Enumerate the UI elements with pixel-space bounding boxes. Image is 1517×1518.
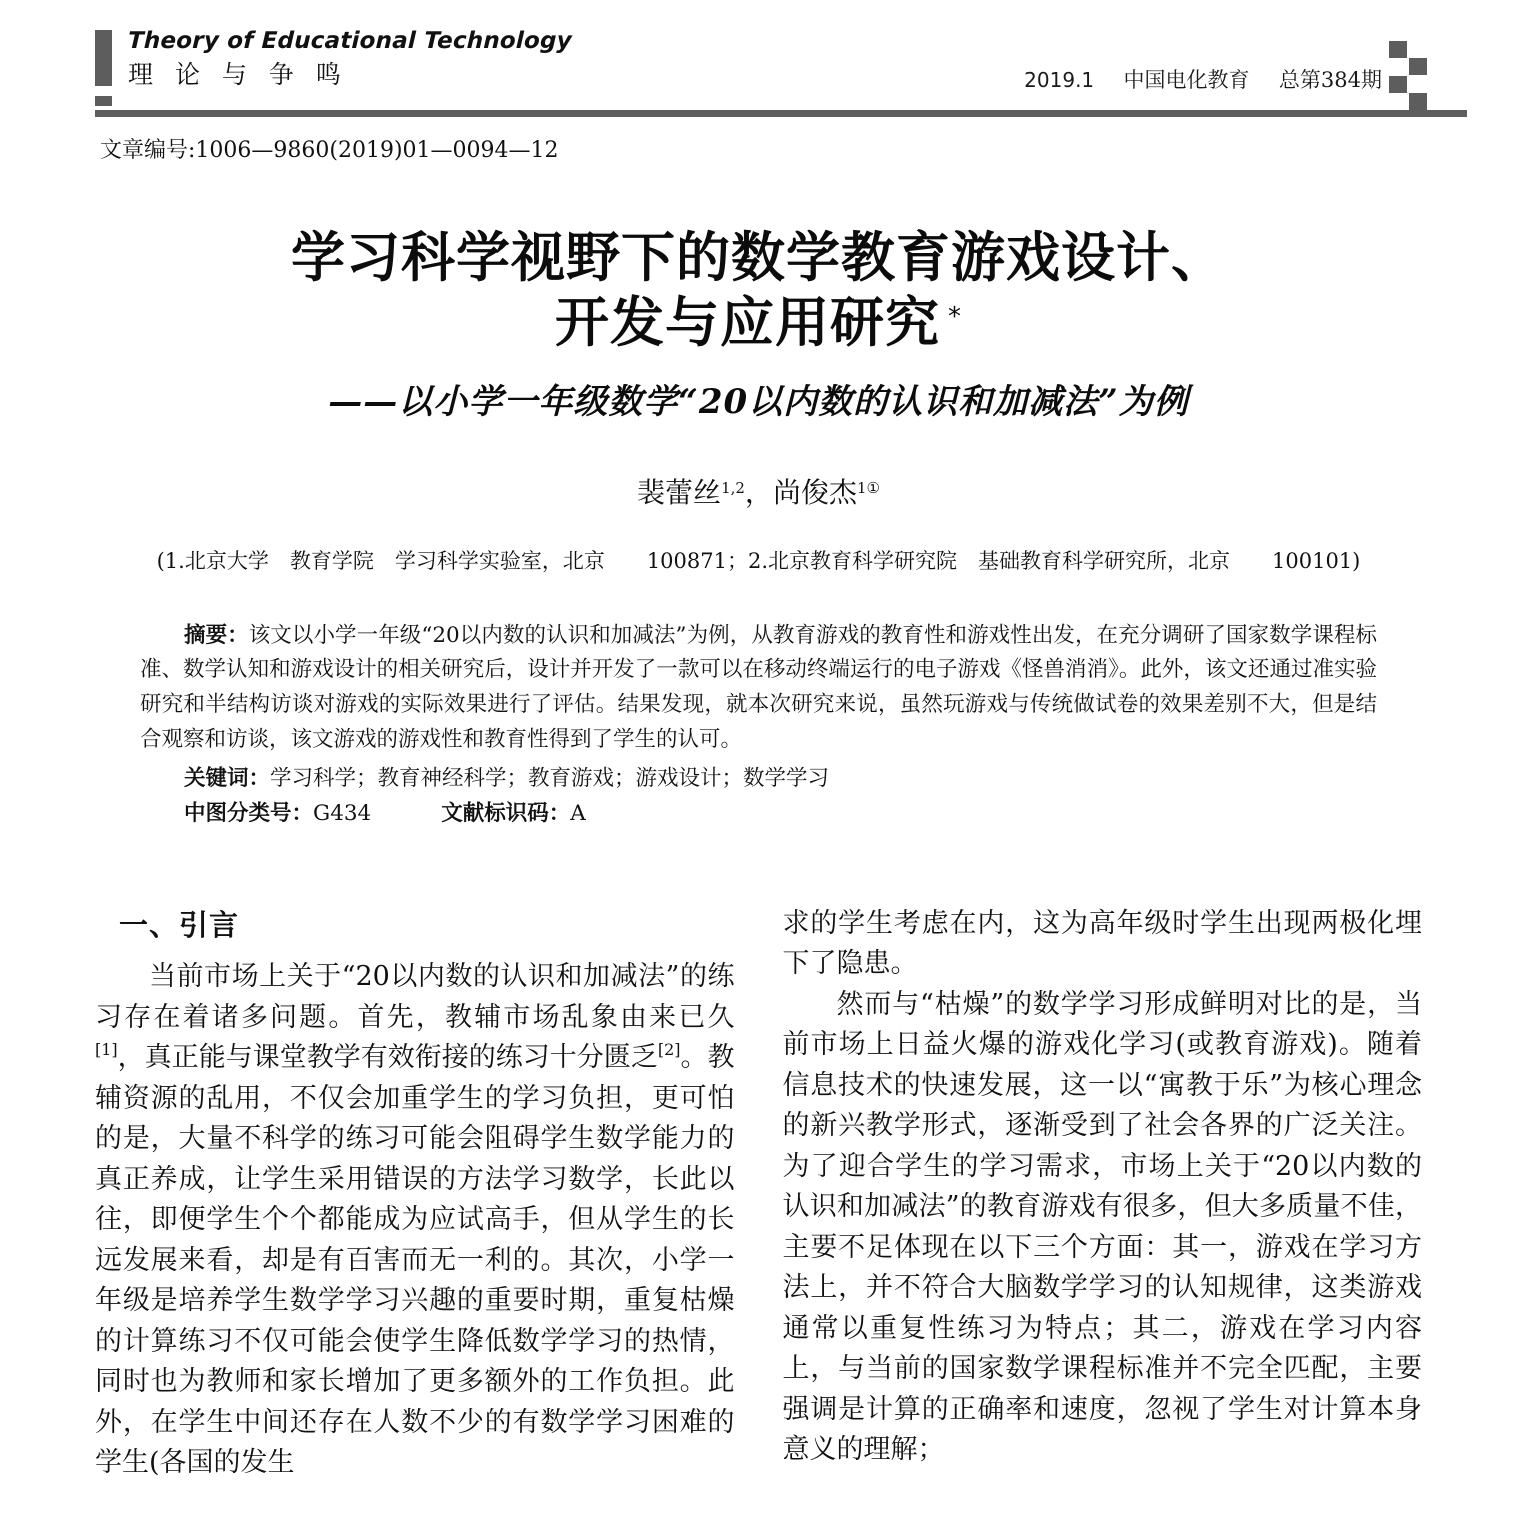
article-title-line-2-wrap (90, 291, 1427, 356)
left-column-paragraph (95, 957, 735, 1484)
classification-line (140, 797, 1377, 832)
header-divider-rule (95, 110, 1467, 117)
article-title-line-1: 学习科学视野下的数学教育游戏设计、 (291, 226, 1226, 289)
author-1-affiliation-marker: 1,2 (721, 478, 745, 497)
document-page (0, 28, 1517, 1518)
journal-section-title (128, 28, 572, 90)
article-title-block (0, 226, 1517, 423)
header-left-bar-decoration (95, 30, 112, 104)
article-subtitle: ——以小学一年级数学“20以内数的认识和加减法”为例 (328, 381, 1189, 422)
left-text-b: ，真正能与课堂教学有效衔接的练习十分匮乏 (117, 1042, 658, 1074)
clc-value: G434 (313, 800, 372, 826)
keywords-label: 关键词： (184, 765, 271, 791)
author-name-2: 尚俊杰 (772, 475, 857, 509)
checkerboard-decoration-icon (1389, 36, 1451, 106)
keywords-value: 学习科学；教育神经科学；教育游戏；游戏设计；数学学习 (270, 765, 830, 791)
author-affiliations: (1.北京大学 教育学院 学习科学实验室，北京 100871；2.北京教育科学研究院 基础教育科学研究所，北京 100101) (156, 548, 1361, 573)
section-heading-introduction: 一、引言 (119, 907, 240, 942)
abstract-paragraph (140, 619, 1377, 758)
author-separator: ， (744, 475, 773, 509)
keywords-line (140, 762, 1377, 797)
title-footnote-star: * (948, 301, 962, 332)
body-columns (95, 904, 1422, 1484)
reference-marker-1: [1] (95, 1040, 118, 1060)
journal-issue-info (1024, 64, 1382, 94)
abstract-label: 摘要： (184, 622, 249, 648)
document-code-value: A (570, 800, 586, 826)
body-column-right (783, 904, 1423, 1471)
checker-square-3 (1389, 76, 1407, 93)
journal-name: 中国电化教育 (1123, 68, 1250, 92)
journal-section-title-en: Theory of Educational Technology (127, 28, 573, 54)
abstract-block (140, 619, 1377, 832)
article-title-line-2: 开发与应用研究 (555, 290, 940, 354)
checker-square-4 (1409, 93, 1427, 110)
checker-square-2 (1409, 58, 1427, 75)
document-code-label: 文献标识码： (441, 800, 571, 826)
header-bar-vertical (95, 30, 112, 86)
clc-label: 中图分类号： (184, 800, 314, 826)
issue-year: 2019.1 (1024, 68, 1095, 92)
reference-marker-2: [2] (657, 1040, 681, 1060)
article-number: 文章编号:1006—9860(2019)01—0094—12 (100, 138, 559, 163)
left-text-a: 当前市场上关于“20以内数的认识和加减法”的练习存在着诸多问题。首先，教辅市场乱象由来已久 (95, 961, 735, 1033)
left-text-c: 。教辅资源的乱用，不仅会加重学生的学习负担，更可怕的是，大量不科学的练习可能会阻碍学生数学能力的真正养成，让学生采用错误的方法学习数学，长此以往，即便学生个个都能成为应试高手，但从学生的长远发展来看，却是有百害而无一利的。其次，小学一年级是培养学生数学学习兴趣的重要时期，重复枯燥的计算练习不仅可能会使学生降低数学学习的热情，同时也为教师和家长增加了更多额外的工作负担。此外，在学生中间还存在人数不少的有数学学习困难的学生(各国的发生 (95, 1042, 735, 1479)
page-header (95, 28, 1437, 106)
right-column-paragraph-2: 然而与“枯燥”的数学学习形成鲜明对比的是，当前市场上日益火爆的游戏化学习(或教育游戏)。随着信息技术的快速发展，这一以“寓教于乐”为核心理念的新兴教学形式，逐渐受到了社会各界的广泛关注。为了迎合学生的学习需求，市场上关于“20以内数的认识和加减法”的教育游戏有很多，但大多质量不佳，主要不足体现在以下三个方面：其一，游戏在学习方法上，并不符合大脑数学学习的认知规律，这类游戏通常以重复性练习为特点；其二，游戏在学习内容上，与当前的国家数学课程标准并不完全匹配，主要强调是计算的正确率和速度，忽视了学生对计算本身意义的理解； (782, 988, 1422, 1466)
author-2-affiliation-marker: 1① (856, 478, 880, 497)
body-column-left (95, 904, 735, 1484)
author-line (0, 471, 1517, 511)
checker-square-1 (1389, 41, 1407, 58)
author-name-1: 裴蕾丝 (637, 475, 722, 509)
abstract-text: 该文以小学一年级“20以内数的认识和加减法”为例，从教育游戏的教育性和游戏性出发，在充分调研了国家数学课程标准、数学认知和游戏设计的相关研究后，设计并开发了一款可以在移动终端运行的电子游戏《怪兽消消》。此外，该文还通过准实验研究和半结构访谈对游戏的实际效果进行了评估。结果发现，就本次研究来说，虽然玩游戏与传统做试卷的效果差别不大，但是结合观察和访谈，该文游戏的游戏性和教育性得到了学生的认可。 (140, 622, 1377, 753)
journal-section-title-cn: 理 论 与 争 鸣 (128, 60, 348, 90)
header-bar-foot (95, 96, 112, 106)
issue-serial-number: 总第384期 (1278, 68, 1382, 92)
right-column-paragraph-1: 求的学生考虑在内，这为高年级时学生出现两极化埋下了隐患。 (782, 907, 1422, 980)
